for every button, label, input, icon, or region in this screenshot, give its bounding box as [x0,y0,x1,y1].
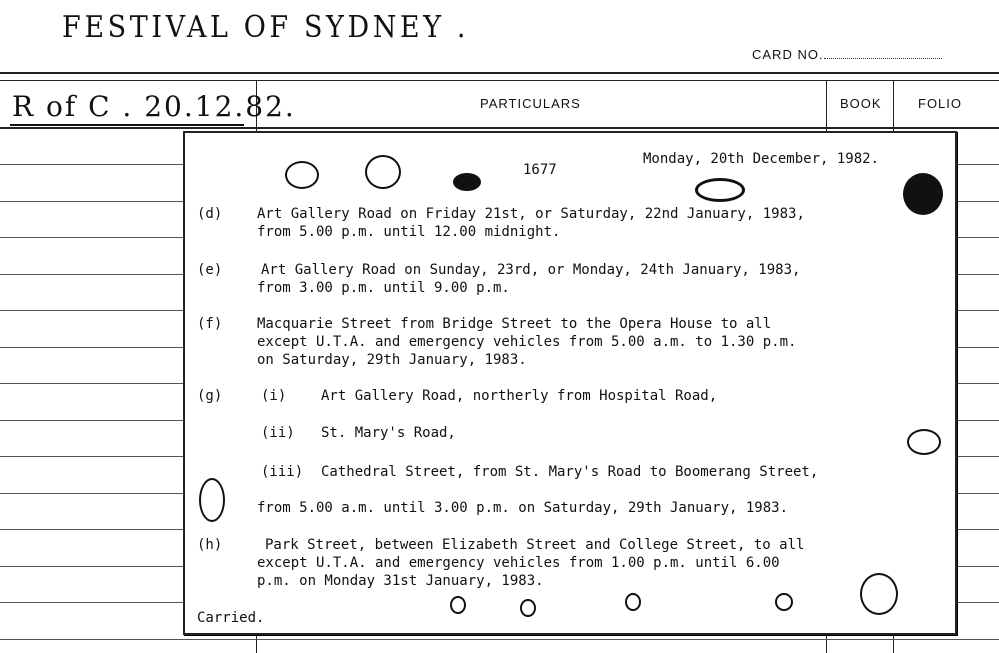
item-line: except U.T.A. and emergency vehicles from 5.00 a.m. to 1.30 p.m. [257,334,797,350]
ink-smudge [450,596,466,614]
item-label: (h) [197,537,223,553]
top-rule [0,72,999,74]
item-label: (f) [197,316,223,332]
item-line: from 5.00 a.m. until 3.00 p.m. on Saturday, 29th January, 1983. [257,500,789,516]
item-line: Art Gallery Road on Sunday, 23rd, or Monday, 24th January, 1983, [261,262,801,278]
item-line: Macquarie Street from Bridge Street to the Opera House to all [257,316,772,332]
card-number-label: CARD NO. [752,47,824,62]
date-underline [10,124,244,126]
ink-smudge [520,599,536,617]
item-line: Art Gallery Road on Friday 21st, or Saturday, 22nd January, 1983, [257,206,805,222]
item-line: p.m. on Monday 31st January, 1983. [257,573,544,589]
date-line: Monday, 20th December, 1982. [643,151,880,167]
item-line: Park Street, between Elizabeth Street and College Street, to all [265,537,805,553]
pasted-notice-card [183,131,957,635]
folio-header: FOLIO [918,96,963,111]
item-line: from 3.00 p.m. until 9.00 p.m. [257,280,510,296]
sub-item-text: Art Gallery Road, northerly from Hospital Road, [321,388,718,404]
ink-smudge [199,478,225,522]
particulars-header: PARTICULARS [480,96,581,111]
sub-item-number: (iii) [261,464,304,480]
ink-smudge [365,155,401,189]
book-header: BOOK [840,96,882,111]
sub-item-number: (i) [261,388,287,404]
item-line: from 5.00 p.m. until 12.00 midnight. [257,224,561,240]
ink-blot [903,173,943,215]
sub-item-text: Cathedral Street, from St. Mary's Road to Boomerang Street, [321,464,819,480]
top-rule-2 [0,80,999,81]
ledger-line [0,639,999,640]
item-line: except U.T.A. and emergency vehicles from 1.00 p.m. until 6.00 [257,555,780,571]
item-line: on Saturday, 29th January, 1983. [257,352,527,368]
ink-smudge [453,173,481,191]
ink-smudge [625,593,641,611]
ink-smudge [860,573,898,615]
ink-smudge [695,178,745,202]
carried-label: Carried. [197,610,265,626]
header-bottom-rule [0,127,999,129]
handwritten-date: R of C . 20.12.82. [12,90,296,123]
ink-smudge [907,429,941,455]
card-heading: FESTIVAL OF SYDNEY . [62,10,470,45]
item-label: (g) [197,388,223,404]
ink-smudge [775,593,793,611]
sub-item-number: (ii) [261,425,295,441]
ink-smudge [285,161,319,189]
card-number-blank [824,58,942,59]
item-label: (e) [197,262,223,278]
page-number: 1677 [523,162,557,178]
card-number-field [752,47,942,62]
sub-item-text: St. Mary's Road, [321,425,456,441]
item-label: (d) [197,206,223,222]
